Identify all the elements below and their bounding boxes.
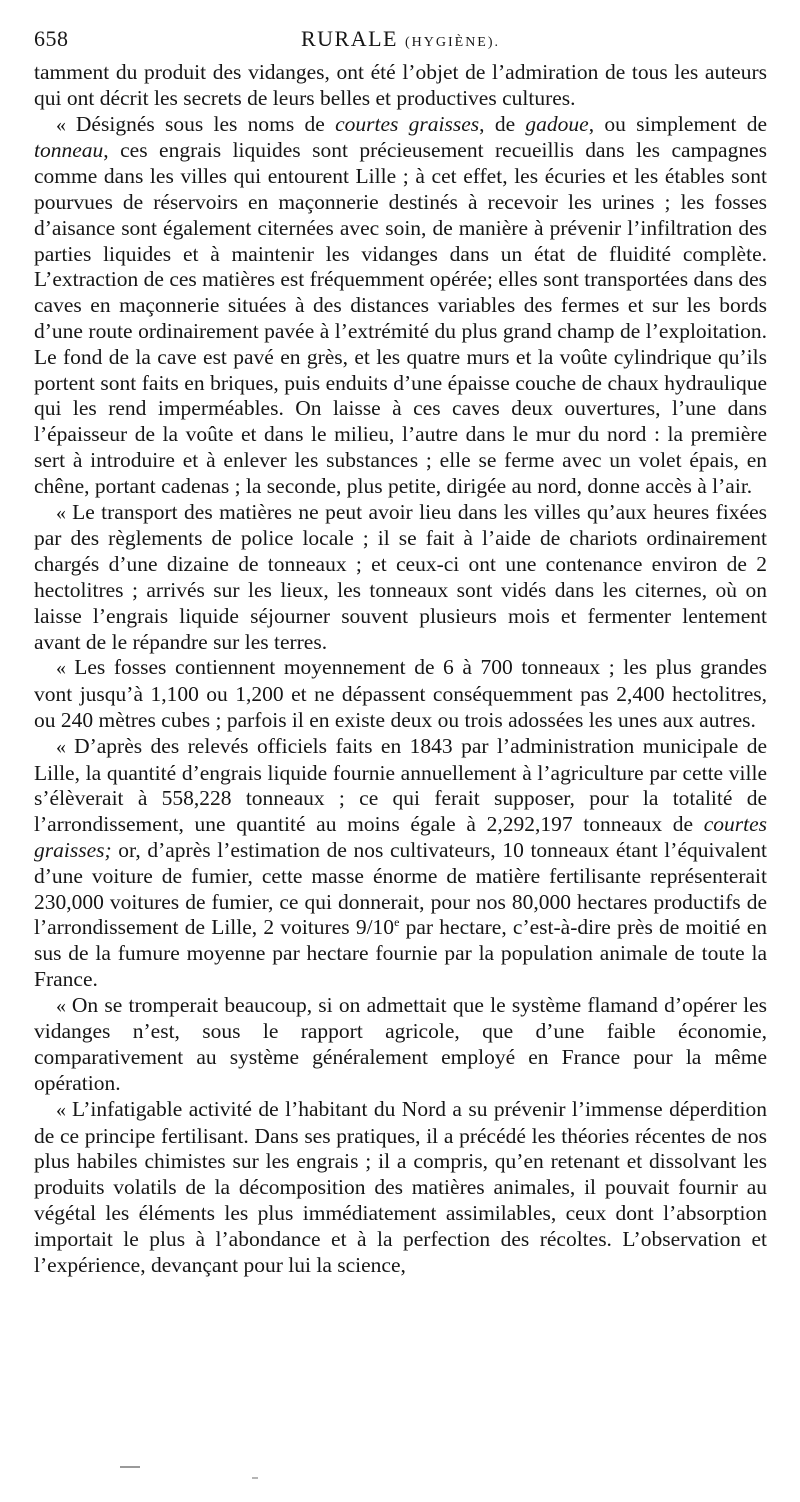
paragraph — [34, 993, 767, 1097]
running-title-main: RURALE — [300, 26, 398, 51]
paragraph — [34, 60, 767, 112]
paragraph-text: D’après des relevés officiels faits en 1843 par l’administration municipale de Lille, la quantité d’engrais liquide fournie annuellement à l’agriculture par cette ville s’élèverait à 558,228 tonneaux ; ce qui ferait supposer, pour la totalité de l’arrondissement, une quantité au moins égale à 2,292,197 tonneaux de — [34, 733, 767, 837]
paragraph — [34, 655, 767, 733]
running-title-subtitle: (HYGIÈNE). — [404, 35, 501, 50]
paragraph-text: or, d’après l’estimation de nos cultivateurs, 10 tonneaux étant l’équivalent d’une voiture de fumier, cette masse énorme de matière fertilisante représenterait 230,000 voitures de fumier, ce qui donnerait, pour nos 80,000 hectares productifs de l’arrondissement de Lille, 2 voitures 9/10 — [34, 837, 767, 940]
book-page — [34, 26, 767, 1278]
opening-quote: « — [56, 113, 76, 136]
paragraph — [34, 1097, 767, 1279]
paragraph-text: tamment du produit des vidanges, ont été l’objet de l’admiration de tous les auteurs qui ont décrit les secrets de leurs belles et productives cultures. — [34, 60, 767, 110]
paragraph — [34, 734, 767, 993]
italic-term: gadoue — [525, 111, 589, 136]
opening-quote: « — [56, 735, 75, 758]
paragraph-text: par hectare, c’est-à-dire près de moitié en sus de la fumure moyenne par hectare fournie par la population animale de toute la France. — [34, 915, 767, 991]
opening-quote: « — [56, 994, 72, 1017]
italic-term: courtes graisses — [335, 111, 480, 136]
italic-term: tonneau — [34, 138, 104, 163]
body-text — [34, 60, 767, 1278]
paragraph-text: , ou simplement de — [588, 111, 767, 136]
paragraph — [34, 112, 767, 500]
running-title — [34, 26, 767, 52]
paragraph — [34, 500, 767, 656]
paragraph-text: , ces engrais liquides sont précieusement recueillis dans les campagnes comme dans les villes qui entourent Lille ; à cet effet, les écuries et les étables sont pourvues de réservoirs en maçonnerie destinés à recevoir les urines ; les fosses d’aisance sont également citernées avec soin, de manière à prévenir l’infiltration des parties liquides et à maintenir les vidanges dans un état de fluidité complète. L’extraction de ces matières est fréquemment opérée; elles sont transportées dans des caves en maçonnerie situées à des distances variables des fermes et sur les bords d’une route ordinairement pavée à l’extrémité du plus grand champ de l’exploitation. Le fond de la cave est pavé en grès, et les quatre murs et la voûte cylindrique qu’ils portent sont faits en briques, puis enduits d’une épaisse couche de chaux hydraulique qui les rend imperméables. On laisse à ces caves deux ouvertures, l’une dans l’épaisseur de la voûte et dans le milieu, l’autre dans le mur du nord : la première sert à introduire et à enlever les substances ; elle se ferme avec un volet épais, en chêne, portant cadenas ; la seconde, plus petite, dirigée au nord, donne accès à l’air. — [34, 138, 767, 498]
opening-quote: « — [56, 501, 73, 524]
opening-quote: « — [56, 657, 75, 680]
paragraph-text: L’infatigable activité de l’habitant du Nord a su prévenir l’immense déperdition de ce principe fertilisant. Dans ses pratiques, il a précédé les théories récentes de nos plus habiles chimistes sur les engrais ; il a compris, qu’en retenant et dissolvant les produits volatils de la décomposition des matières animales, il pouvait fournir au végétal les éléments les plus immédiatement assimilables, ceux dont l’absorption importait le plus à l’abondance et à la perfection des récoltes. L’observation et l’expérience, devançant pour lui la science, — [34, 1096, 768, 1277]
paragraph-text: , de — [479, 111, 526, 136]
page-number: 658 — [34, 26, 69, 51]
opening-quote: « — [56, 1098, 73, 1121]
running-head — [34, 26, 767, 60]
italic-term: courtes graisses; — [34, 812, 767, 862]
paragraph-text: Désignés sous les noms de — [75, 111, 336, 136]
paragraph-text: Le transport des matières ne peut avoir lieu dans les villes qu’aux heures fixées par des règlements de police locale ; il se fait à l’aide de chariots ordinairement chargés d’une dizaine de tonneaux ; et ceux-ci ont une contenance environ de 2 hectolitres ; arrivés sur les lieux, les tonneaux sont vidés dans les citernes, où on laisse l’engrais liquide séjourner souvent plusieurs mois et fermenter lentement avant de le répandre sur les terres. — [34, 499, 767, 654]
paragraph-text: Les fosses contiennent moyennement de 6 à 700 tonneaux ; les plus grandes vont jusqu’à 1,100 ou 1,200 et ne dépassent conséquemment pas 2,400 hectolitres, ou 240 mètres cubes ; parfois il en existe deux ou trois adossées les unes aux autres. — [34, 655, 767, 732]
scan-mark — [120, 1466, 140, 1468]
paragraph-text: On se tromperait beaucoup, si on admettait que le système flamand d’opérer les vidanges n’est, sous le rapport agricole, que d’une faible économie, comparativement au système généralement employé en France pour la même opération. — [34, 992, 768, 1096]
scan-mark — [252, 1477, 258, 1479]
superscript: e — [394, 915, 400, 930]
